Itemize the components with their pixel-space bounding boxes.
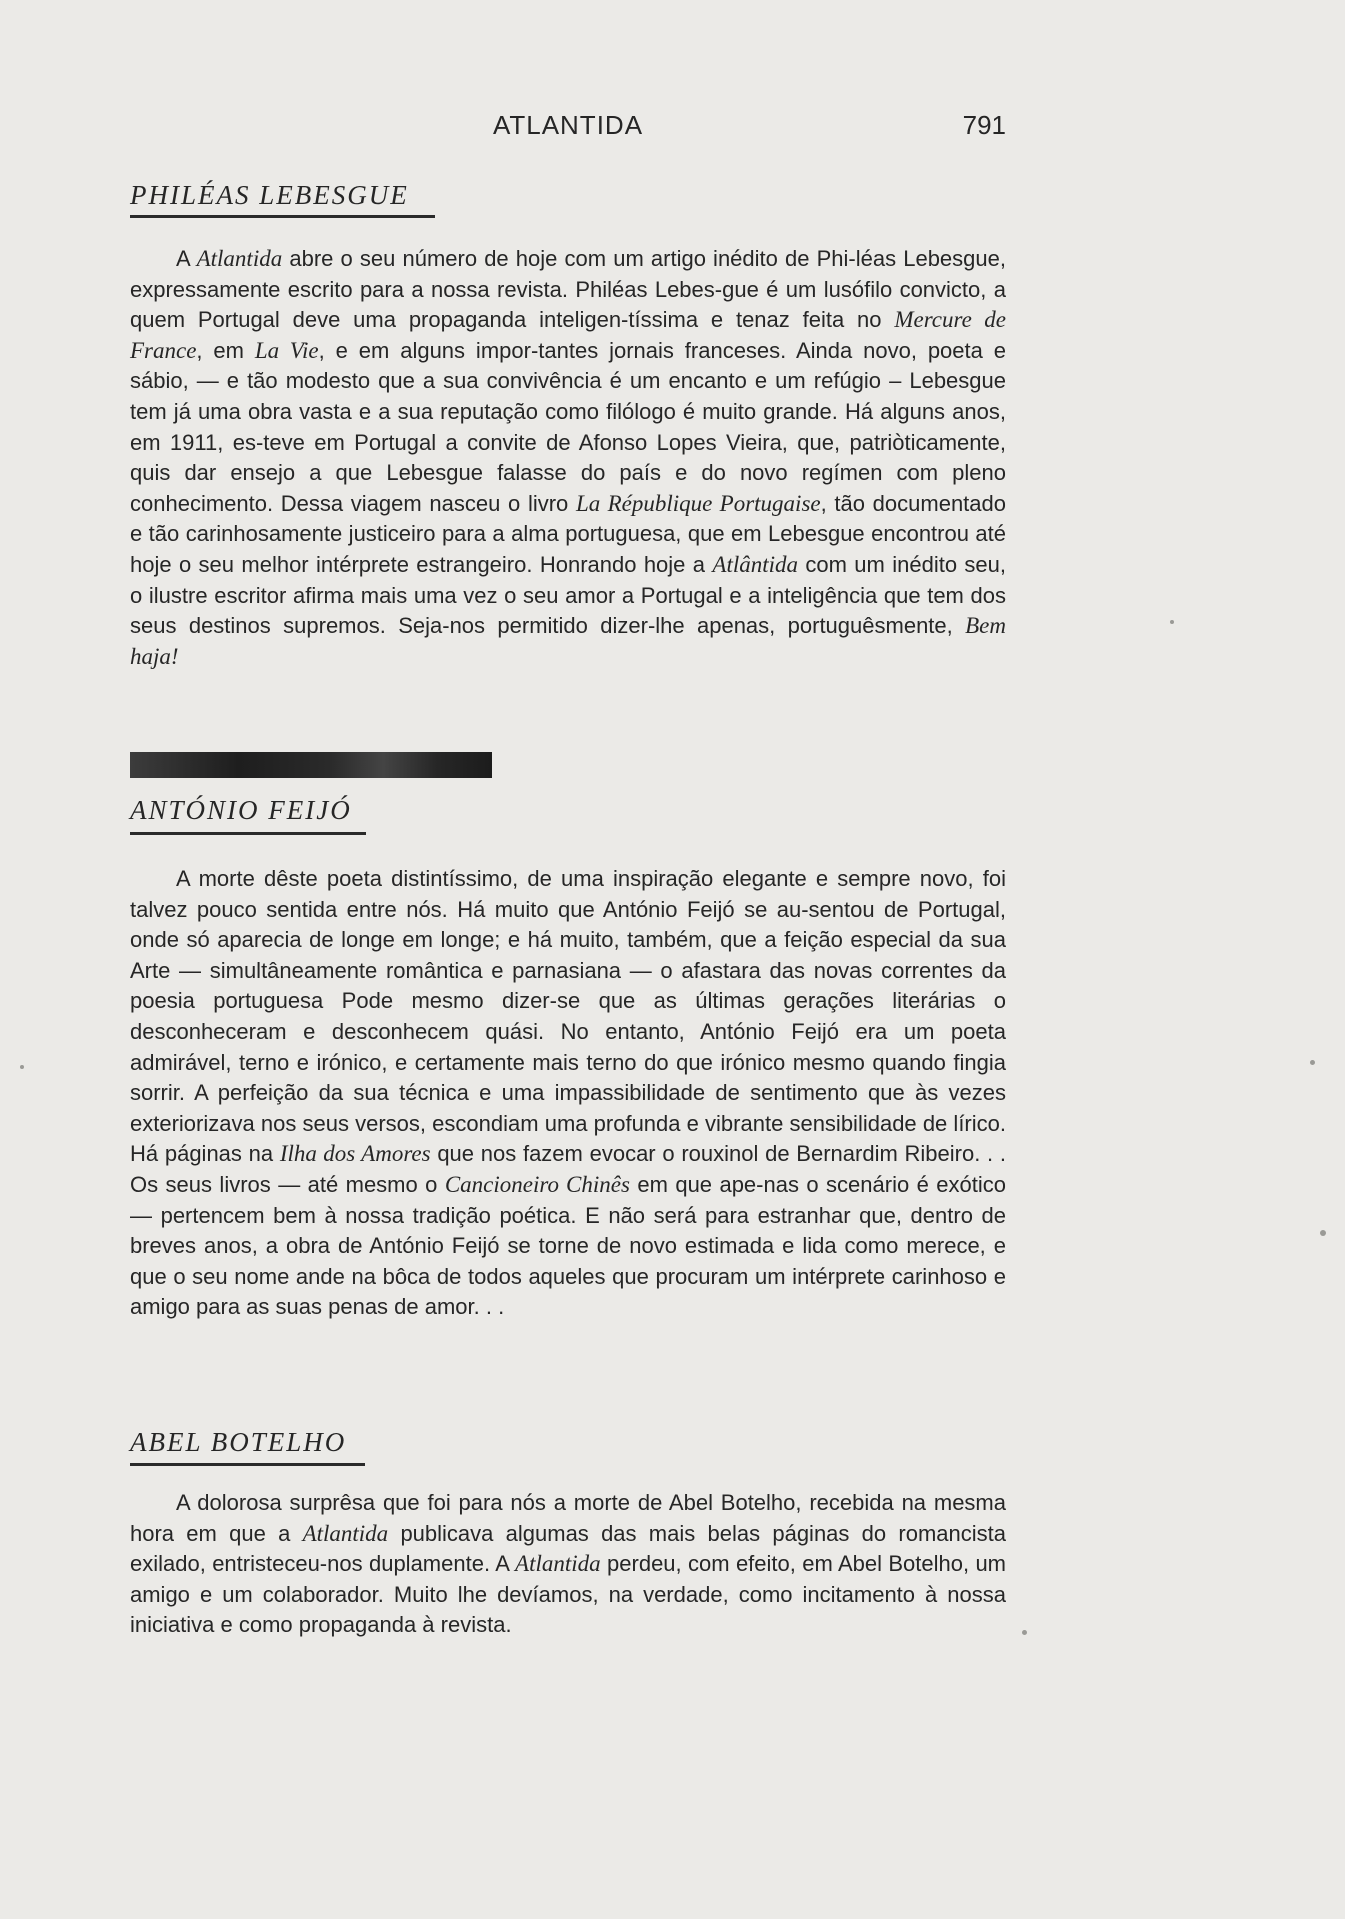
paper-speck [1170, 620, 1174, 624]
italic-title: Mercure de France [130, 307, 1007, 363]
running-title: ATLANTIDA [492, 110, 644, 140]
paper-speck [1320, 1230, 1326, 1236]
section-heading-lebesgue: PHILÉAS LEBESGUE [130, 180, 409, 210]
italic-title: La République Portugaise [575, 490, 821, 516]
printed-ornament-bar [130, 752, 492, 778]
heading-underline [130, 215, 435, 218]
section-paragraph-feijo: A morte dêste poeta distintíssimo, de uma inspiração elegante e sempre novo, foi talvez pouco sentida entre nós. Há muito que António Feijó se au-sentou de Portugal, onde só aparecia de longe em longe; e há muito, também, que a feição especial da sua Arte — simultâneamente romântica e parnasiana — o afastara das novas correntes da poesia portuguesa Pode mesmo dizer-se que as últimas gerações literárias o desconheceram e desconhecem quási. No entanto, António Feijó era um poeta admirável, terno e irónico, e certamente mais terno do que irónico mesmo quando fingia sorrir. A perfeição da sua técnica e uma impassibilidade de sentimento que às vezes exteriorizava nos seus versos, escondiam uma profunda e vibrante sensibilidade de lírico. Há páginas na Ilha dos Amores que nos fazem evocar o rouxinol de Bernardim Ribeiro. . . Os seus livros — até mesmo o Cancioneiro Chinês em que ape-nas o scenário é exótico — pertencem bem à nossa tradição poética. E não será para estranhar que, dentro de breves anos, a obra de António Feijó se torne de novo estimada e lida como merece, e que o seu nome ande na bôca de todos aqueles que procuram um intérprete carinhoso e amigo para as suas penas de amor. . . [130, 866, 1006, 1320]
heading-underline [130, 1463, 365, 1466]
italic-title: Atlantida [515, 1551, 601, 1577]
page-header [130, 110, 1006, 146]
italic-title: Ilha dos Amores [279, 1141, 431, 1167]
italic-title: Bem haja! [130, 613, 1006, 669]
heading-underline [130, 832, 366, 835]
section-paragraph-lebesgue: A Atlantida abre o seu número de hoje com um artigo inédito de Phi-léas Lebesgue, expressamente escrito para a nossa revista. Philéas Lebes-gue é um lusófilo convicto, a quem Portugal deve uma propaganda inteligen-tíssima e tenaz feita no Mercure de France, em La Vie, e em alguns impor-tantes jornais franceses. Ainda novo, poeta e sábio, — e tão modesto que a sua convivência é um encanto e um refúgio – Lebesgue tem já uma obra vasta e a sua reputação como filólogo é muito grande. Há alguns anos, em 1911, es-teve em Portugal a convite de Afonso Lopes Vieira, que, patriòticamente, quis dar ensejo a que Lebesgue falasse do país e do novo regímen com pleno conhecimento. Dessa viagem nasceu o livro La République Portugaise, tão documentado e tão carinhosamente justiceiro para a alma portuguesa, que em Lebesgue encontrou até hoje o seu melhor intérprete estrangeiro. Honrando hoje a Atlântida com um inédito seu, o ilustre escritor afirma mais uma vez o seu amor a Portugal e a inteligência que tem dos seus destinos supremos. Seja-nos permitido dizer-lhe apenas, portuguêsmente, Bem haja! [130, 246, 1007, 669]
italic-title: La Vie [254, 337, 319, 363]
italic-title: Atlantida [196, 246, 283, 271]
italic-title: Cancioneiro Chinês [444, 1171, 630, 1197]
paper-speck [20, 1065, 24, 1069]
paper-speck [1022, 1630, 1027, 1635]
section-paragraph-botelho: A dolorosa surprêsa que foi para nós a morte de Abel Botelho, recebida na mesma hora em que a Atlantida publicava algumas das mais belas páginas do romancista exilado, entristeceu-nos duplamente. A Atlantida perdeu, com efeito, em Abel Botelho, um amigo e um colaborador. Muito lhe devíamos, na verdade, como incitamento à nossa iniciativa e como propaganda à revista. [130, 1490, 1007, 1638]
section-heading-botelho: ABEL BOTELHO [130, 1427, 347, 1457]
italic-title: Atlantida [302, 1520, 389, 1546]
section-heading-feijo: ANTÓNIO FEIJÓ [130, 795, 352, 825]
page-number: 791 [962, 110, 1006, 140]
italic-title: Atlântida [712, 551, 799, 577]
paper-speck [1310, 1060, 1315, 1065]
